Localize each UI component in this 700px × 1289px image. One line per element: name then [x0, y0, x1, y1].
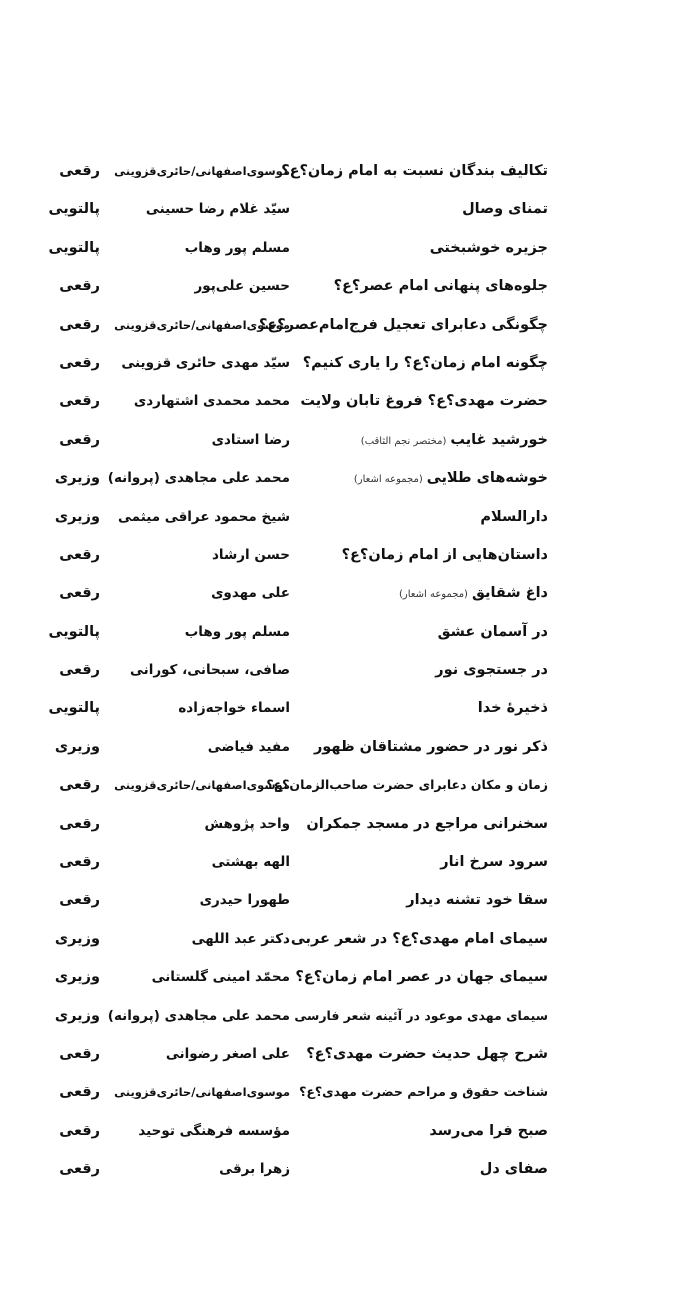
book-format: رقعی	[59, 393, 100, 410]
book-format: رقعی	[59, 1084, 100, 1101]
book-title	[298, 574, 548, 612]
book-author: سیّد مهدی حائری قزوینی	[121, 354, 290, 371]
book-title-text: جلوه‌های پنهانی امام عصر؟ع؟	[333, 278, 548, 295]
book-title-text: در آسمان عشق	[437, 623, 548, 640]
book-format: وزیری	[54, 930, 100, 947]
book-title	[294, 997, 548, 1035]
book-author: دکتر عبد اللهی	[191, 930, 290, 947]
book-title	[298, 536, 548, 574]
book-title-text: تکالیف بندگان نسبت به امام زمان‌؟ع؟	[281, 163, 548, 179]
book-title-text: سرود سرخ انار	[440, 854, 548, 871]
book-row	[0, 344, 700, 382]
book-title-text: صفای دل	[479, 1161, 548, 1178]
book-format: رقعی	[59, 1122, 100, 1139]
book-row	[0, 728, 700, 766]
book-title-text: صبح فرا می‌رسد	[429, 1122, 548, 1139]
book-author: مسلم پور وهاب	[184, 239, 290, 256]
book-title	[258, 306, 548, 344]
book-title-text: سقا خود تشنه دیدار	[406, 892, 548, 909]
book-row	[0, 651, 700, 689]
book-format: وزیری	[54, 969, 100, 986]
book-author: الهه بهشتی	[211, 854, 290, 871]
book-row	[0, 1035, 700, 1073]
book-format: رقعی	[59, 892, 100, 909]
book-row	[0, 805, 700, 843]
book-author: اسماء خواجه‌زاده	[178, 700, 290, 717]
book-format: وزیری	[54, 738, 100, 755]
book-title	[281, 152, 548, 190]
book-title-text: دارالسلام	[480, 508, 548, 525]
book-title-text: حضرت مهدی؟ع؟ فروغ تابان ولایت	[300, 393, 548, 410]
book-row	[0, 997, 700, 1035]
book-format: رقعی	[59, 316, 100, 333]
book-format: پالتویی	[48, 623, 100, 640]
book-title	[298, 881, 548, 919]
book-author: موسوی‌اصفهانی/حائری‌قزوینی	[114, 164, 290, 178]
book-format: رقعی	[59, 777, 100, 794]
book-row	[0, 421, 700, 459]
book-format: پالتویی	[48, 239, 100, 256]
book-title	[298, 459, 548, 497]
book-title-text: خوشه‌های طلایی	[426, 470, 548, 487]
book-title	[298, 267, 548, 305]
book-title-text: سیمای جهان در عصر امام زمان؟ع؟	[295, 969, 548, 986]
book-row	[0, 958, 700, 996]
book-format: وزیری	[54, 470, 100, 487]
book-row	[0, 574, 700, 612]
book-row	[0, 382, 700, 420]
book-title-text: چگونگی دعابرای تعجیل فرج‌امام‌عصر؟ع؟	[258, 316, 548, 333]
book-author: موسوی‌اصفهانی/حائری‌قزوینی	[114, 1085, 290, 1100]
book-title-text: چگونه امام زمان؟ع؟ را یاری کنیم؟	[302, 354, 548, 371]
book-author: صافی، سبحانی، کورانی	[129, 662, 290, 679]
book-title	[290, 920, 548, 958]
book-title-text: سخنرانی مراجع در مسجد جمکران	[306, 815, 548, 832]
book-author: محمد علی مجاهدی (پروانه)	[107, 1007, 290, 1024]
book-title	[266, 766, 548, 804]
book-title	[298, 421, 548, 459]
book-title-text: داغ شقایق	[471, 585, 548, 602]
book-format: پالتویی	[48, 201, 100, 218]
book-author: شیخ محمود عراقی میثمی	[118, 508, 290, 525]
book-row	[0, 843, 700, 881]
book-row	[0, 1150, 700, 1188]
book-row	[0, 498, 700, 536]
book-format: رقعی	[59, 815, 100, 832]
book-format: وزیری	[54, 1007, 100, 1024]
book-format: پالتویی	[48, 700, 100, 717]
book-format: رقعی	[59, 163, 100, 179]
book-title-text: سیمای امام مهدی؟ع؟ در شعر عربی	[290, 930, 548, 947]
book-format: وزیری	[54, 508, 100, 525]
book-title	[298, 651, 548, 689]
book-title	[298, 843, 548, 881]
book-title-note: (مجموعه اشعار)	[399, 589, 468, 601]
book-row	[0, 920, 700, 958]
book-row	[0, 267, 700, 305]
book-title	[298, 1112, 548, 1150]
book-row	[0, 1112, 700, 1150]
book-title	[298, 1150, 548, 1188]
book-row	[0, 1073, 700, 1111]
book-title	[298, 728, 548, 766]
book-author: محمد علی مجاهدی (پروانه)	[107, 470, 290, 487]
book-author: محمّد امینی گلستانی	[151, 969, 290, 986]
book-author: مسلم پور وهاب	[184, 623, 290, 640]
book-title-text: در جستجوی نور	[435, 662, 548, 679]
book-format: رقعی	[59, 1161, 100, 1178]
book-title	[298, 1073, 548, 1111]
book-title-text: ذکر نور در حضور مشتاقان ظهور	[313, 738, 548, 755]
book-title-text: ذخیرۀ خدا	[477, 700, 548, 717]
book-row	[0, 459, 700, 497]
book-author: رضا استادی	[211, 431, 290, 448]
book-title-note: (مختصر نجم الثاقب)	[360, 435, 447, 447]
book-title-text: جزیره خوشبختی	[429, 239, 548, 256]
book-format: رقعی	[59, 546, 100, 563]
book-title	[298, 498, 548, 536]
book-row	[0, 881, 700, 919]
book-title	[298, 1035, 548, 1073]
book-title	[298, 344, 548, 382]
book-title-text: خورشید غایب	[450, 431, 548, 448]
book-author: حسین علی‌پور	[194, 278, 290, 295]
book-list	[0, 152, 700, 1189]
book-title	[298, 689, 548, 727]
book-author: مفید فیاضی	[207, 738, 290, 755]
book-author: طهورا حیدری	[199, 892, 290, 909]
book-author: موسوی‌اصفهانی/حائری‌قزوینی	[114, 317, 290, 332]
book-title-text: سیمای مهدی موعود در آئینه شعر فارسی	[294, 1007, 548, 1023]
book-title-text: داستان‌هایی از امام زمان؟ع؟	[341, 546, 548, 563]
book-title-text: شرح چهل حدیث حضرت مهدی؟ع؟	[306, 1045, 548, 1062]
book-author: محمد محمدی اشتهاردی	[133, 393, 290, 410]
book-title	[298, 382, 548, 420]
book-row	[0, 766, 700, 804]
book-row	[0, 689, 700, 727]
book-row	[0, 613, 700, 651]
book-format: رقعی	[59, 431, 100, 448]
book-format: رقعی	[59, 662, 100, 679]
book-title	[298, 805, 548, 843]
book-author: سیّد غلام رضا حسینی	[145, 201, 290, 218]
book-row	[0, 152, 700, 190]
book-row	[0, 190, 700, 228]
book-author: زهرا برقی	[219, 1161, 290, 1178]
book-author: علی مهدوی	[211, 585, 290, 602]
book-title	[298, 613, 548, 651]
book-title-text: تمنای وصال	[462, 201, 548, 218]
book-author: حسن ارشاد	[212, 546, 290, 563]
book-author: واحد پژوهش	[204, 815, 290, 832]
book-row	[0, 229, 700, 267]
book-row	[0, 536, 700, 574]
book-format: رقعی	[59, 1045, 100, 1062]
book-row	[0, 306, 700, 344]
book-format: رقعی	[59, 354, 100, 371]
book-author: موسوی‌اصفهانی/حائری‌قزوینی	[114, 778, 290, 793]
book-title-text: زمان و مکان دعابرای حضرت صاحب‌الزمان؟ع؟	[266, 777, 548, 793]
book-author: مؤسسه فرهنگی توحید	[138, 1122, 290, 1139]
book-title	[295, 958, 548, 996]
book-author: علی اصغر رضوانی	[165, 1045, 290, 1062]
book-format: رقعی	[59, 278, 100, 295]
book-format: رقعی	[59, 585, 100, 602]
book-format: رقعی	[59, 854, 100, 871]
book-title-note: (مجموعه اشعار)	[353, 474, 423, 486]
book-title	[298, 229, 548, 267]
book-title	[298, 190, 548, 228]
book-title-text: شناخت حقوق و مراحم حضرت مهدی؟ع؟	[299, 1084, 548, 1100]
